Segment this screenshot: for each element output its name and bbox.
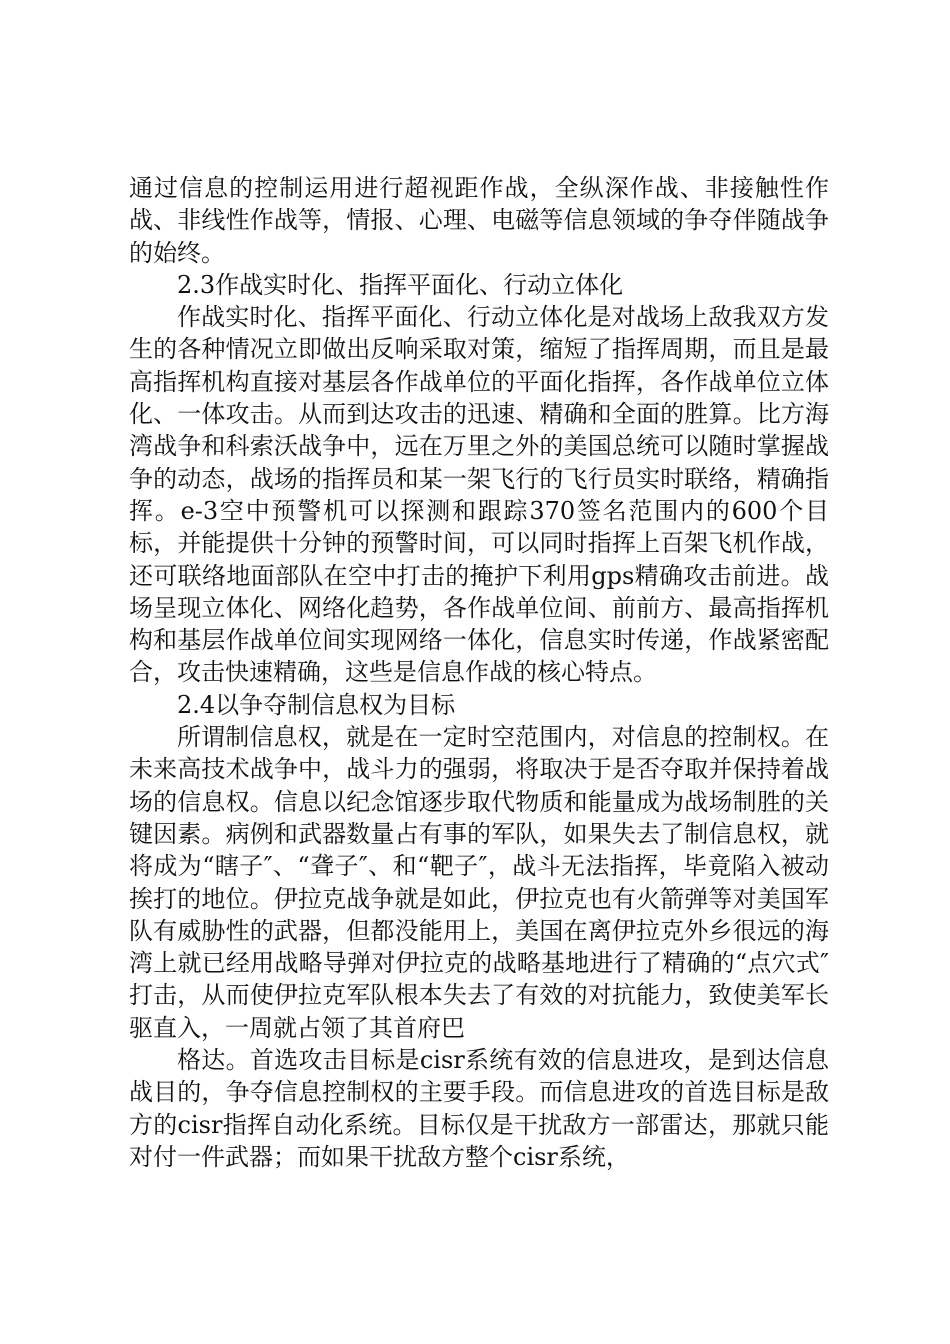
section-heading-2-4: 2.4以争夺制信息权为目标 [177, 690, 456, 719]
document-body [129, 172, 829, 1173]
section-heading-2-3: 2.3作战实时化、指挥平面化、行动立体化 [177, 270, 624, 299]
paragraph-realtime-combat: 作战实时化、指挥平面化、行动立体化是对战场上敌我双方发生的各种情况立即做出反响采取对策，缩短了指挥周期，而且是最高指挥机构直接对基层各作战单位的平面化指挥，各作战单位立体化、一体攻击。从而到达攻击的迅速、精确和全面的胜算。比方海湾战争和科索沃战争中，远在万里之外的美国总统可以随时掌握战争的动态，战场的指挥员和某一架飞行的飞行员实时联络，精确指挥。e-3空中预警机可以探测和跟踪370签名范围内的600个目标，并能提供十分钟的预警时间，可以同时指挥上百架飞机作战，还可联络地面部队在空中打击的掩护下利用gps精确攻击前进。战场呈现立体化、网络化趋势，各作战单位间、前前方、最高指挥机构和基层作战单位间实现网络一体化，信息实时传递，作战紧密配合，攻击快速精确，这些是信息作战的核心特点。 [129, 303, 829, 687]
paragraph-continuation: 通过信息的控制运用进行超视距作战，全纵深作战、非接触性作战、非线性作战等，情报、心理、电磁等信息领域的争夺伴随战争的始终。 [129, 174, 829, 267]
paragraph-information-control: 所谓制信息权，就是在一定时空范围内，对信息的控制权。在未来高技术战争中，战斗力的强弱，将取决于是否夺取并保持着战场的信息权。信息以纪念馆逐步取代物质和能量成为战场制胜的关键因素。病例和武器数量占有事的军队，如果失去了制信息权，就将成为“瞎子″、“聋子″、和“靶子″，战斗无法指挥，毕竟陷入被动挨打的地位。伊拉克战争就是如此，伊拉克也有火箭弹等对美国军队有威胁性的武器，但都没能用上，美国在离伊拉克外乡很远的海湾上就已经用战略导弹对伊拉克的战略基地进行了精确的“点穴式″打击，从而使伊拉克军队根本失去了有效的对抗能力，致使美军长驱直入，一周就占领了其首府巴 [129, 723, 829, 1042]
paragraph-primary-target: 格达。首选攻击目标是cisr系统有效的信息进攻，是到达信息战目的，争夺信息控制权的主要手段。而信息进攻的首选目标是敌方的cisr指挥自动化系统。目标仅是干扰敌方一部雷达，那就只能对付一件武器；而如果干扰敌方整个cisr系统， [129, 1046, 829, 1171]
